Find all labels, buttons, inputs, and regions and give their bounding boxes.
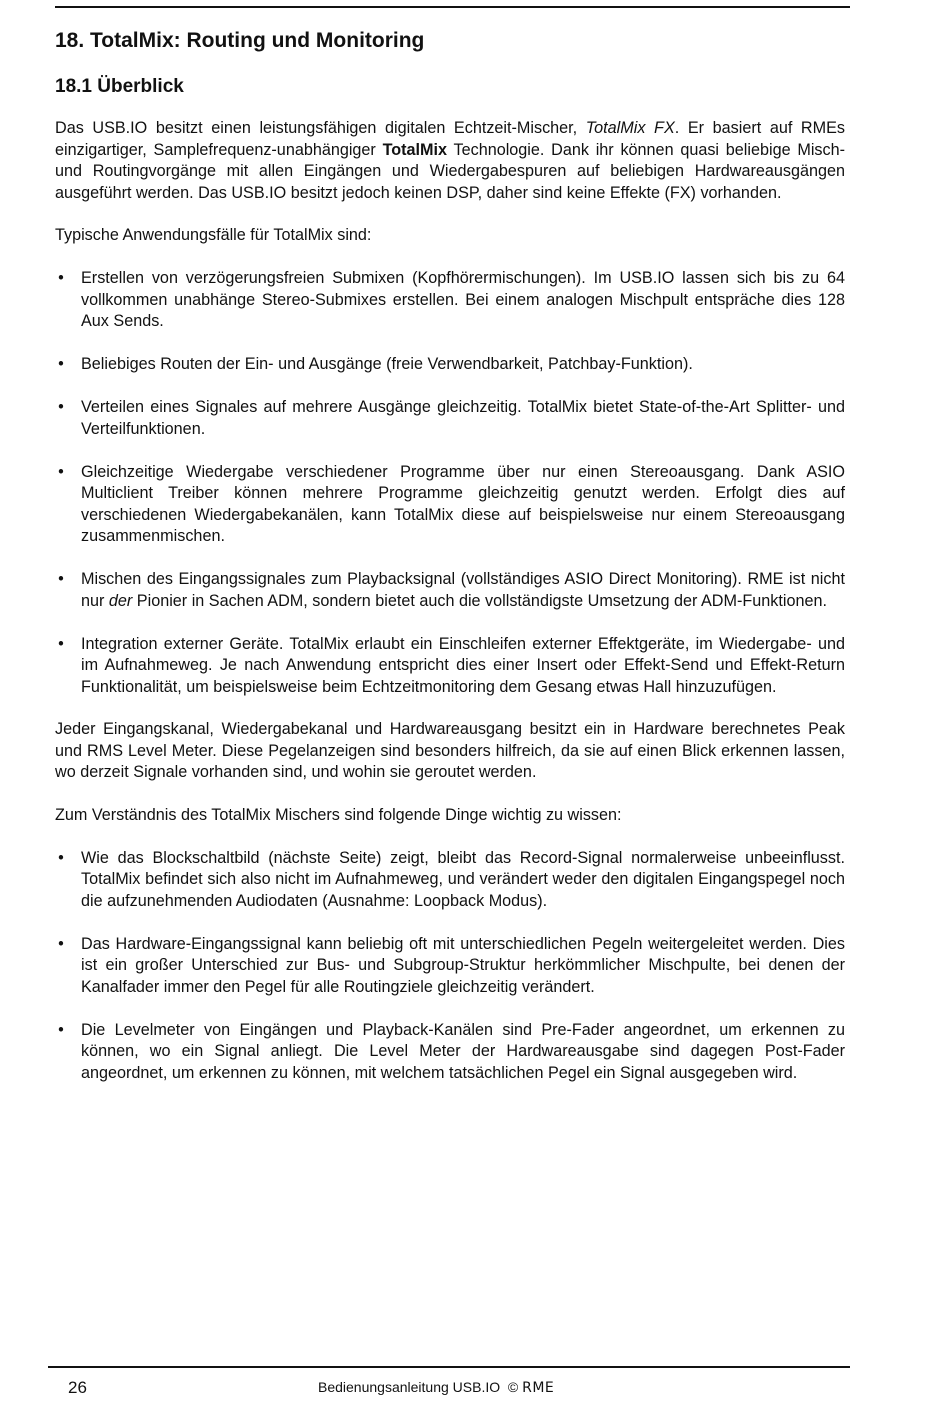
list-item (55, 1020, 845, 1085)
intro-text-2: . Er basiert auf RMEs einzigartiger, Samplefrequenz-unabhängiger (55, 119, 845, 159)
list-item (55, 354, 845, 376)
page-number: 26 (68, 1378, 87, 1397)
list-item (55, 397, 845, 440)
list-item (55, 634, 845, 699)
bullet-icon: • (58, 398, 64, 416)
brand-logo: RME (522, 1380, 555, 1396)
top-rule (55, 6, 850, 8)
intro-paragraph (55, 118, 845, 204)
bullet-icon: • (58, 1020, 64, 1039)
list-item-text: Gleichzeitige Wiedergabe verschiedener Programme über nur einen Stereoausgang. Dank ASIO Multiclient Treiber können mehrere Programme gleichzeitig genutzt werden. Erfolgt dies auf verschiedenen Wiedergabekanälen, kann TotalMix diese auf beispielsweise nur einem Stereoausgang zusammenmischen. (81, 462, 845, 545)
manual-title: Bedienungsanleitung USB.IO (318, 1379, 501, 1395)
list-item (55, 569, 845, 612)
intro-emphasis: TotalMix FX (585, 119, 675, 137)
meter-paragraph: Jeder Eingangskanal, Wiedergabekanal und Hardwareausgang besitzt ein in Hardware berechnetes Peak und RMS Level Meter. Diese Pegelanzeigen sind besonders hilfreich, da sie auf einen Blick erkennen lassen, wo derzeit Signale vorhanden sind, und wohin sie geroutet werden. (55, 720, 845, 781)
list-item (55, 934, 845, 999)
chapter-heading: 18. TotalMix: Routing und Monitoring (55, 29, 425, 52)
bullet-icon: • (58, 848, 64, 867)
intro-text-1: Das USB.IO besitzt einen leistungsfähigen digitalen Echtzeit-Mischer, (55, 119, 586, 137)
adm-text-1: Mischen des Eingangssignales zum Playbacksignal (vollständiges ASIO Direct Monitoring). RME ist nicht nur (81, 570, 845, 610)
page-content (55, 28, 845, 1084)
adm-text-2: Pionier in Sachen ADM, sondern bietet auch die vollständigste Umsetzung der ADM-Funktionen. (132, 591, 827, 610)
bullet-icon: • (58, 570, 64, 588)
bullet-icon: • (58, 462, 64, 481)
list-item-text: Das Hardware-Eingangssignal kann beliebig oft mit unterschiedlichen Pegeln weitergeleitet werden. Dies ist ein großer Unterschied zur Bus- und Subgroup-Struktur herkömmlicher Mischpulte, bei denen der Kanalfader immer den Pegel für alle Routingziele gleichzeitig verändert. (81, 934, 845, 996)
list-item-text: Verteilen eines Signales auf mehrere Ausgänge gleichzeitig. TotalMix bietet State-of-the-Art Splitter- und Verteilfunktionen. (81, 398, 845, 438)
use-cases-list (55, 268, 845, 698)
notes-intro: Zum Verständnis des TotalMix Mischers sind folgende Dinge wichtig zu wissen: (55, 805, 622, 824)
bullet-icon: • (58, 634, 64, 653)
list-item-text: Die Levelmeter von Eingängen und Playback-Kanälen sind Pre-Fader angeordnet, um erkennen zu können, wo ein Signal anliegt. Die Level Meter der Hardwareausgabe sind dagegen Post-Fader angeordnet, um erkennen zu können, mit welchem tatsächlichen Pegel ein Signal ausgegeben wird. (81, 1020, 845, 1082)
list-item (55, 848, 845, 913)
intro-text-3: Technologie. Dank ihr können quasi beliebige Misch- und Routingvorgänge mit allen Eingängen und Wiedergabespuren auf beliebigen Hardwareausgängen ausgeführt werden. Das USB.IO besitzt jedoch keinen DSP, daher sind keine Effekte (FX) vorhanden. (55, 140, 846, 202)
list-item-text: Beliebiges Routen der Ein- und Ausgänge (freie Verwendbarkeit, Patchbay-Funktion). (81, 355, 693, 373)
list-item-text: Erstellen von verzögerungsfreien Submixen (Kopfhörermischungen). Im USB.IO lassen sich bis zu 64 vollkommen unabhänge Stereo-Submixes erstellen. Bei einem analogen Mischpult entspräche dies 128 Aux Sends. (81, 269, 845, 330)
adm-emphasis: der (108, 591, 133, 610)
list-item (55, 268, 845, 333)
bullet-icon: • (58, 355, 64, 373)
notes-list (55, 848, 845, 1085)
list-item-text: Integration externer Geräte. TotalMix erlaubt ein Einschleifen externer Effektgeräte, im Wiedergabe- und im Aufnahmeweg. Je nach Anwendung entspricht dies einer Insert oder Effekt-Send und Effekt-Return Funktionalität, um beispielsweise beim Echtzeitmonitoring dem Gesang etwas Hall hinzuzufügen. (81, 634, 845, 696)
list-item (55, 462, 845, 548)
copyright-icon: © (507, 1379, 519, 1395)
section-heading: 18.1 Überblick (55, 76, 184, 97)
bullet-icon: • (58, 269, 64, 287)
use-cases-intro: Typische Anwendungsfälle für TotalMix sind: (55, 226, 372, 244)
intro-strong: TotalMix (382, 140, 448, 159)
footer-title (318, 1379, 554, 1396)
bullet-icon: • (58, 934, 64, 953)
footer-rule (48, 1366, 850, 1368)
list-item-text: Wie das Blockschaltbild (nächste Seite) zeigt, bleibt das Record-Signal normalerweise unbeeinflusst. TotalMix befindet sich also nicht im Aufnahmeweg, und verändert weder den digitalen Eingangspegel noch die aufzunehmenden Audiodaten (Ausnahme: Loopback Modus). (81, 848, 845, 910)
